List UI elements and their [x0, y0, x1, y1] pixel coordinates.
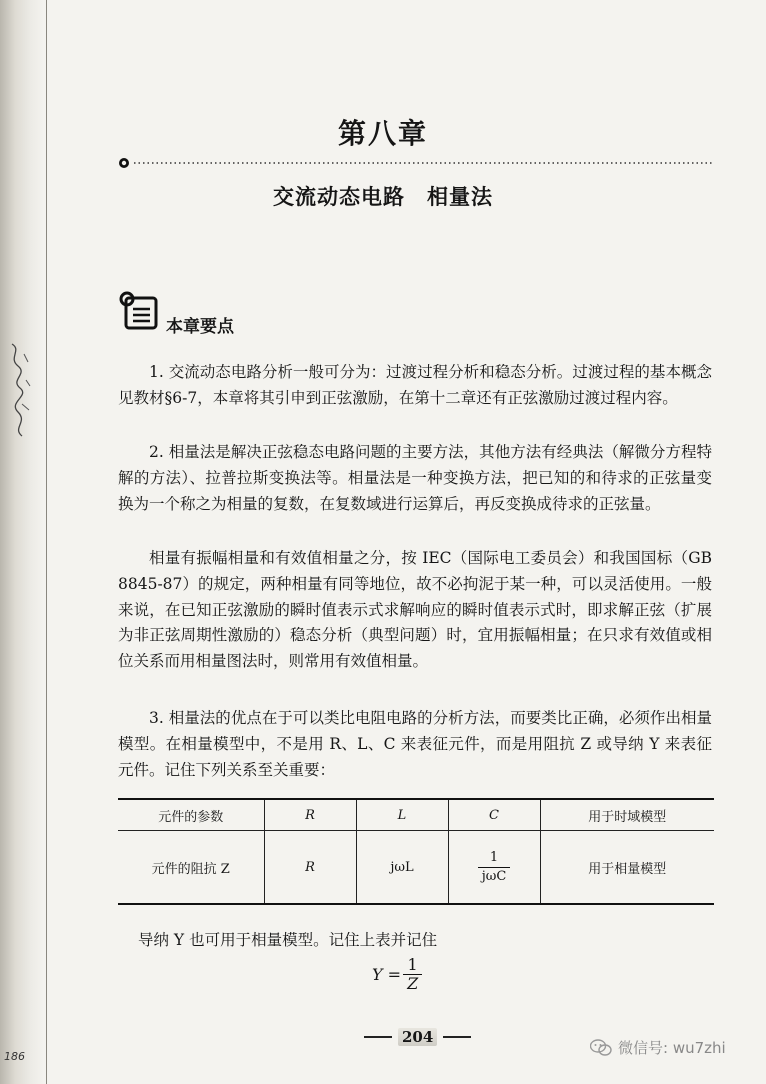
table-cell: R: [264, 799, 356, 831]
page-number-dash: [443, 1036, 471, 1038]
formula-lhs: Y =: [372, 965, 402, 984]
paragraph-3: 相量有振幅相量和有效值相量之分，按 IEC（国际电工委员会）和我国国标（GB 8845-87）的规定，两种相量有同等地位，故不必拘泥于某一种，可以灵活使用。一般来说，在已知正弦激励的瞬时值表示式求解响应的瞬时值表示式时，即求解正弦（扩展为非正弦周期性激励的）稳态分析（典型问题）时，宜用振幅相量；在只求有效值或相位关系而用相量图法时，则常用有效值相量。: [118, 549, 712, 671]
wechat-watermark: [590, 1037, 726, 1058]
fraction: [403, 956, 422, 993]
table-cell: 用于相量模型: [540, 831, 714, 905]
admittance-formula: [372, 956, 422, 993]
table-cell: C: [448, 799, 540, 831]
watermark-text: 微信号: wu7zhi: [618, 1039, 726, 1057]
fraction-numerator: 1: [478, 849, 511, 868]
handwritten-corner-note: 186: [4, 1050, 25, 1063]
element-parameter-table: [118, 798, 714, 905]
table-cell: R: [264, 831, 356, 905]
page-number-value: 204: [398, 1028, 437, 1046]
table-cell: L: [356, 799, 448, 831]
fraction: [478, 849, 511, 886]
chapter-divider: [118, 157, 712, 169]
margin-handwriting: [2, 340, 36, 450]
fraction-denominator: Z: [407, 974, 419, 993]
paragraph-4: 3. 相量法的优点在于可以类比电阻电路的分析方法，而要类比正确，必须作出相量模型。在相量模型中，不是用 R、L、C 来表征元件，而是用阻抗 Z 或导纳 Y 来表征元件。记住下列关系至关重要：: [118, 709, 712, 779]
table-row: [118, 799, 714, 831]
section-header: [118, 290, 318, 337]
fraction-denominator: jωC: [481, 868, 507, 884]
notebook-icon: [118, 290, 162, 334]
chapter-title: 第八章: [337, 117, 428, 150]
paragraph-1: 1. 交流动态电路分析一般可分为：过渡过程分析和稳态分析。过渡过程的基本概念见教材§6-7，本章将其引申到正弦激励，在第十二章还有正弦激励过渡过程内容。: [118, 363, 712, 407]
page-number-dash: [364, 1036, 392, 1038]
table-cell: jωL: [356, 831, 448, 905]
table-row: [118, 831, 714, 905]
paragraph-2: 2. 相量法是解决正弦稳态电路问题的主要方法，其他方法有经典法（解微分方程特解的方法）、拉普拉斯变换法等。相量法是一种变换方法，把已知的和待求的正弦量变换为一个称之为相量的复数，在复数域进行运算后，再反变换成待求的正弦量。: [118, 443, 712, 513]
note-text: 导纳 Y 也可用于相量模型。记住上表并记住: [138, 931, 438, 949]
table-cell: [448, 831, 540, 905]
table-cell: 用于时域模型: [540, 799, 714, 831]
binding-edge-line: [46, 0, 47, 1084]
table-cell: 元件的参数: [118, 799, 264, 831]
wechat-icon: [590, 1039, 612, 1057]
page-number: [358, 1028, 477, 1046]
section-label: 本章要点: [166, 317, 234, 337]
fraction-numerator: 1: [403, 956, 422, 975]
book-binding-shadow: [0, 0, 44, 1084]
chapter-subtitle: 交流动态电路 相量法: [273, 184, 493, 209]
table-cell: 元件的阻抗 Z: [118, 831, 264, 905]
